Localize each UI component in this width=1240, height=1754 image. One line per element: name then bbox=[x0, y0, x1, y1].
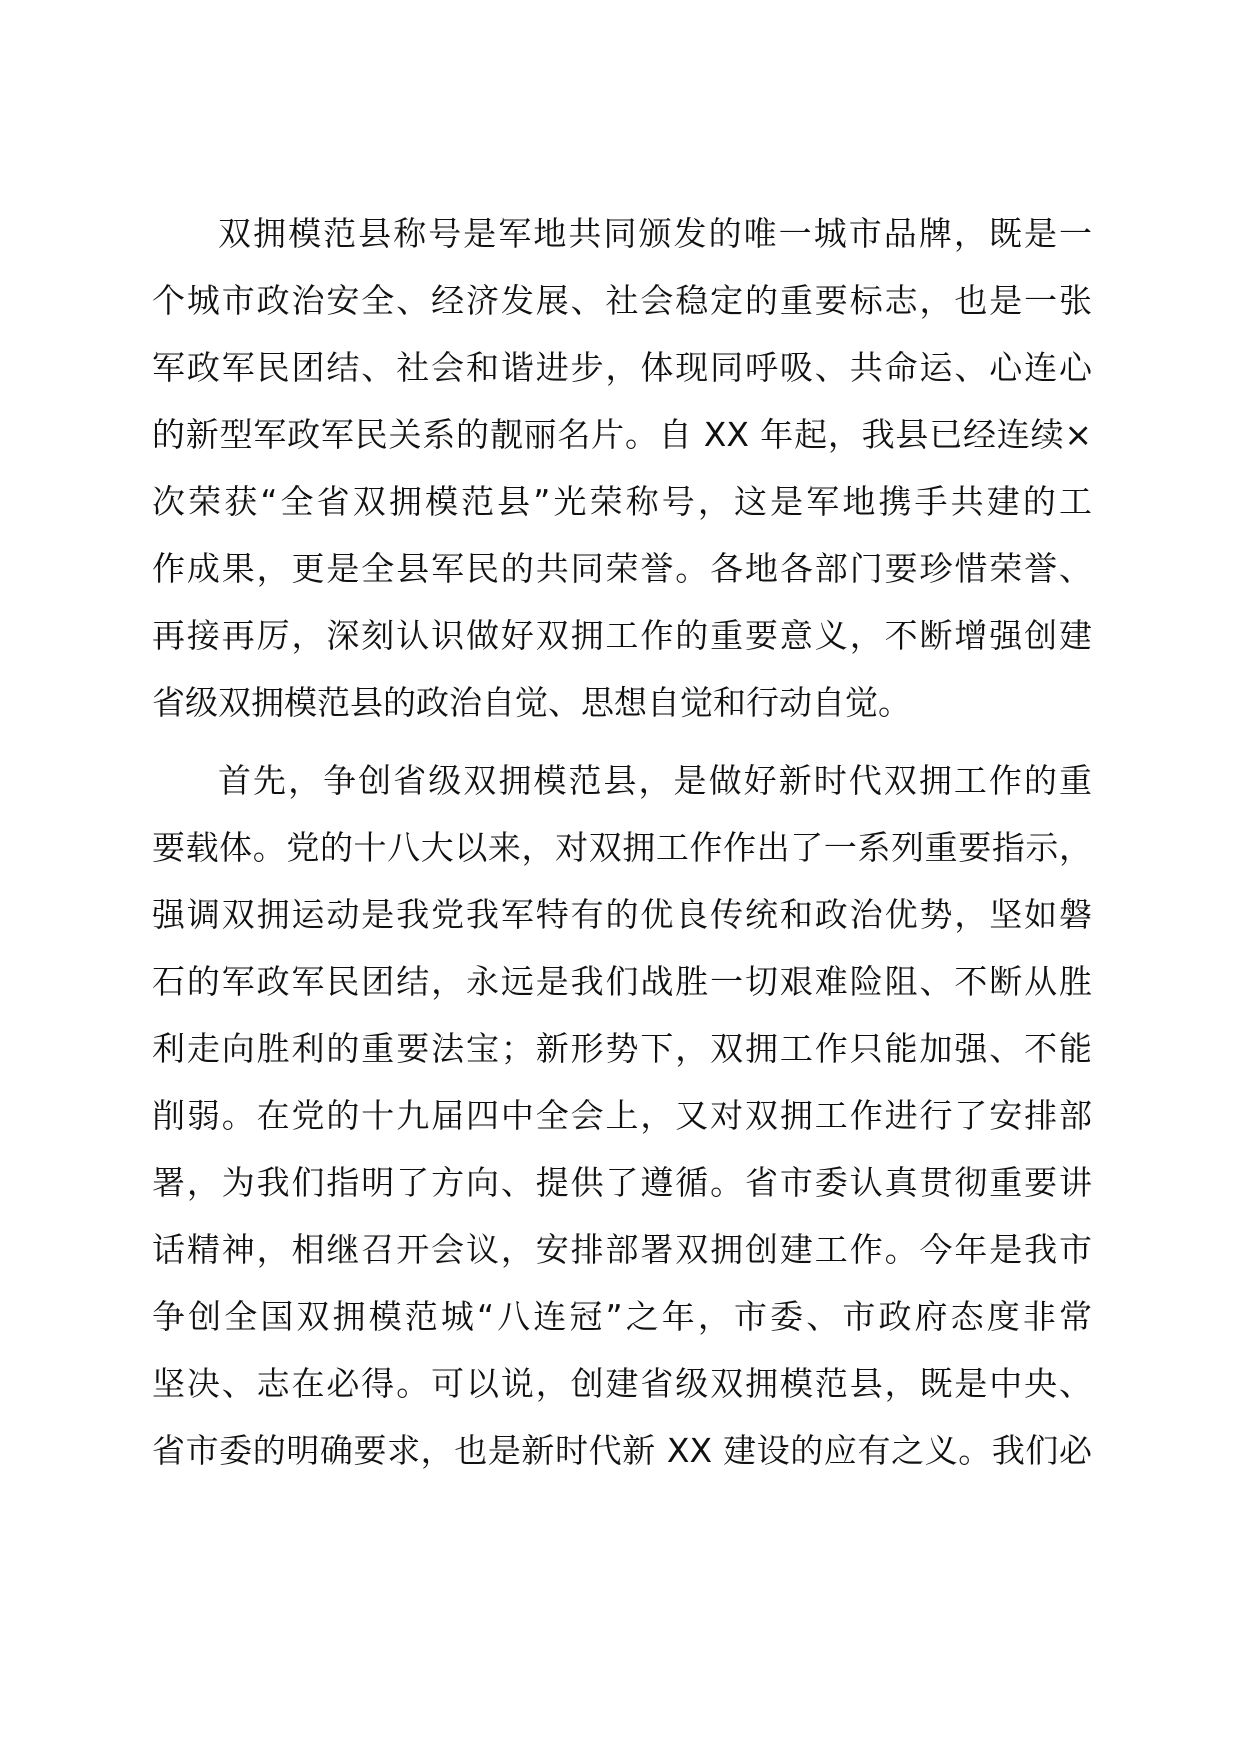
text-line: 争创全国双拥模范城“八连冠”之年，市委、市政府态度非常 bbox=[152, 1297, 1092, 1336]
text-line: 强调双拥运动是我党我军特有的优良传统和政治优势，坚如磐 bbox=[152, 895, 1092, 934]
text-line: 省市委的明确要求，也是新时代新 XX 建设的应有之义。我们必 bbox=[152, 1431, 1092, 1470]
paragraph-spacer bbox=[152, 736, 1092, 747]
text-line: 双拥模范县称号是军地共同颁发的唯一城市品牌，既是一 bbox=[218, 214, 1092, 253]
text-line: 削弱。在党的十九届四中全会上，又对双拥工作进行了安排部 bbox=[152, 1096, 1092, 1135]
text-line: 个城市政治安全、经济发展、社会稳定的重要标志，也是一张 bbox=[152, 281, 1092, 320]
paragraph-2 bbox=[152, 747, 1092, 1484]
text-line: 石的军政军民团结，永远是我们战胜一切艰难险阻、不断从胜 bbox=[152, 962, 1092, 1001]
text-line: 话精神，相继召开会议，安排部署双拥创建工作。今年是我市 bbox=[152, 1230, 1092, 1269]
text-line: 的新型军政军民关系的靓丽名片。自 XX 年起，我县已经连续× bbox=[152, 415, 1092, 454]
text-line: 利走向胜利的重要法宝；新形势下，双拥工作只能加强、不能 bbox=[152, 1029, 1092, 1068]
text-line: 要载体。党的十八大以来，对双拥工作作出了一系列重要指示， bbox=[152, 828, 1092, 867]
text-line: 次荣获“全省双拥模范县”光荣称号，这是军地携手共建的工 bbox=[152, 482, 1092, 521]
text-line: 署，为我们指明了方向、提供了遵循。省市委认真贯彻重要讲 bbox=[152, 1163, 1092, 1202]
document-body bbox=[152, 200, 1092, 1484]
text-line: 作成果，更是全县军民的共同荣誉。各地各部门要珍惜荣誉、 bbox=[152, 549, 1092, 588]
paragraph-1 bbox=[152, 200, 1092, 736]
text-line: 再接再厉，深刻认识做好双拥工作的重要意义，不断增强创建 bbox=[152, 616, 1092, 655]
text-line: 军政军民团结、社会和谐进步，体现同呼吸、共命运、心连心 bbox=[152, 348, 1092, 387]
text-line: 坚决、志在必得。可以说，创建省级双拥模范县，既是中央、 bbox=[152, 1364, 1092, 1403]
text-line: 省级双拥模范县的政治自觉、思想自觉和行动自觉。 bbox=[152, 683, 911, 722]
text-line: 首先，争创省级双拥模范县，是做好新时代双拥工作的重 bbox=[218, 761, 1092, 800]
